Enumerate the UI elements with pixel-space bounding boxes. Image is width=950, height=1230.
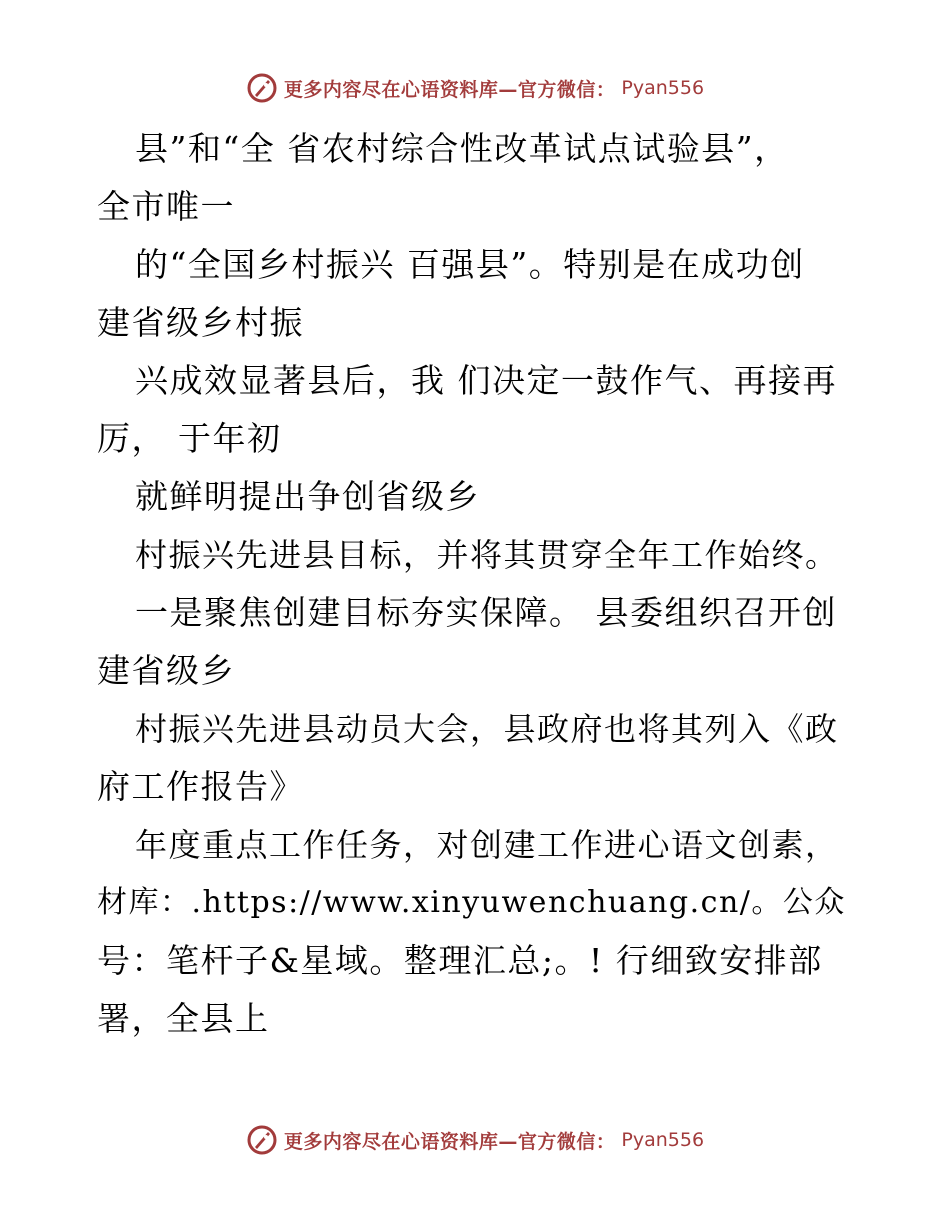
quill-logo-icon xyxy=(246,72,278,104)
quill-logo-icon xyxy=(246,1124,278,1156)
watermark-id: Pyan556 xyxy=(621,1129,705,1151)
text-line: 村振兴先进县目标，并将其贯穿全年工作始终。 xyxy=(135,536,839,574)
document-body xyxy=(97,120,857,1048)
text-line: 村振兴先进县动员大会，县政府也将其列入《政 xyxy=(135,710,839,748)
text-line: 建省级乡村振 xyxy=(97,303,304,342)
text-line: 兴成效显著县后，我 们决定一鼓作气、再接再 xyxy=(135,361,837,400)
text-line: 号：笔杆子&星域。整理汇总;。! 行细致安排部 xyxy=(97,941,823,980)
watermark-id: Pyan556 xyxy=(621,77,705,99)
text-line: 署，全县上 xyxy=(97,999,270,1038)
text-line: 县”和“全 省农村综合性改革试点试验县”， xyxy=(135,129,789,168)
text-line: 一是聚焦创建目标夯实保障。 县委组织召开创 xyxy=(135,593,837,632)
header-watermark xyxy=(0,72,950,104)
text-line: 府工作报告》 xyxy=(97,767,304,806)
text-line: 就鲜明提出争创省级乡 xyxy=(135,477,480,516)
footer-watermark xyxy=(0,1124,950,1156)
text-line: 厉， 于年初 xyxy=(97,419,282,458)
text-line: 全市唯一 xyxy=(97,187,235,226)
watermark-text: 更多内容尽在心语资料库—官方微信： xyxy=(283,78,616,101)
watermark-text: 更多内容尽在心语资料库—官方微信： xyxy=(283,1130,616,1153)
text-line: 的“全国乡村振兴 百强县”。特别是在成功创 xyxy=(135,245,805,284)
text-line: 年度重点工作任务，对创建工作进心语文创素， xyxy=(135,826,839,864)
text-line: 建省级乡 xyxy=(97,651,235,690)
text-line: 材库：.https://www.xinyuwenchuang.cn/。公众 xyxy=(97,885,846,920)
